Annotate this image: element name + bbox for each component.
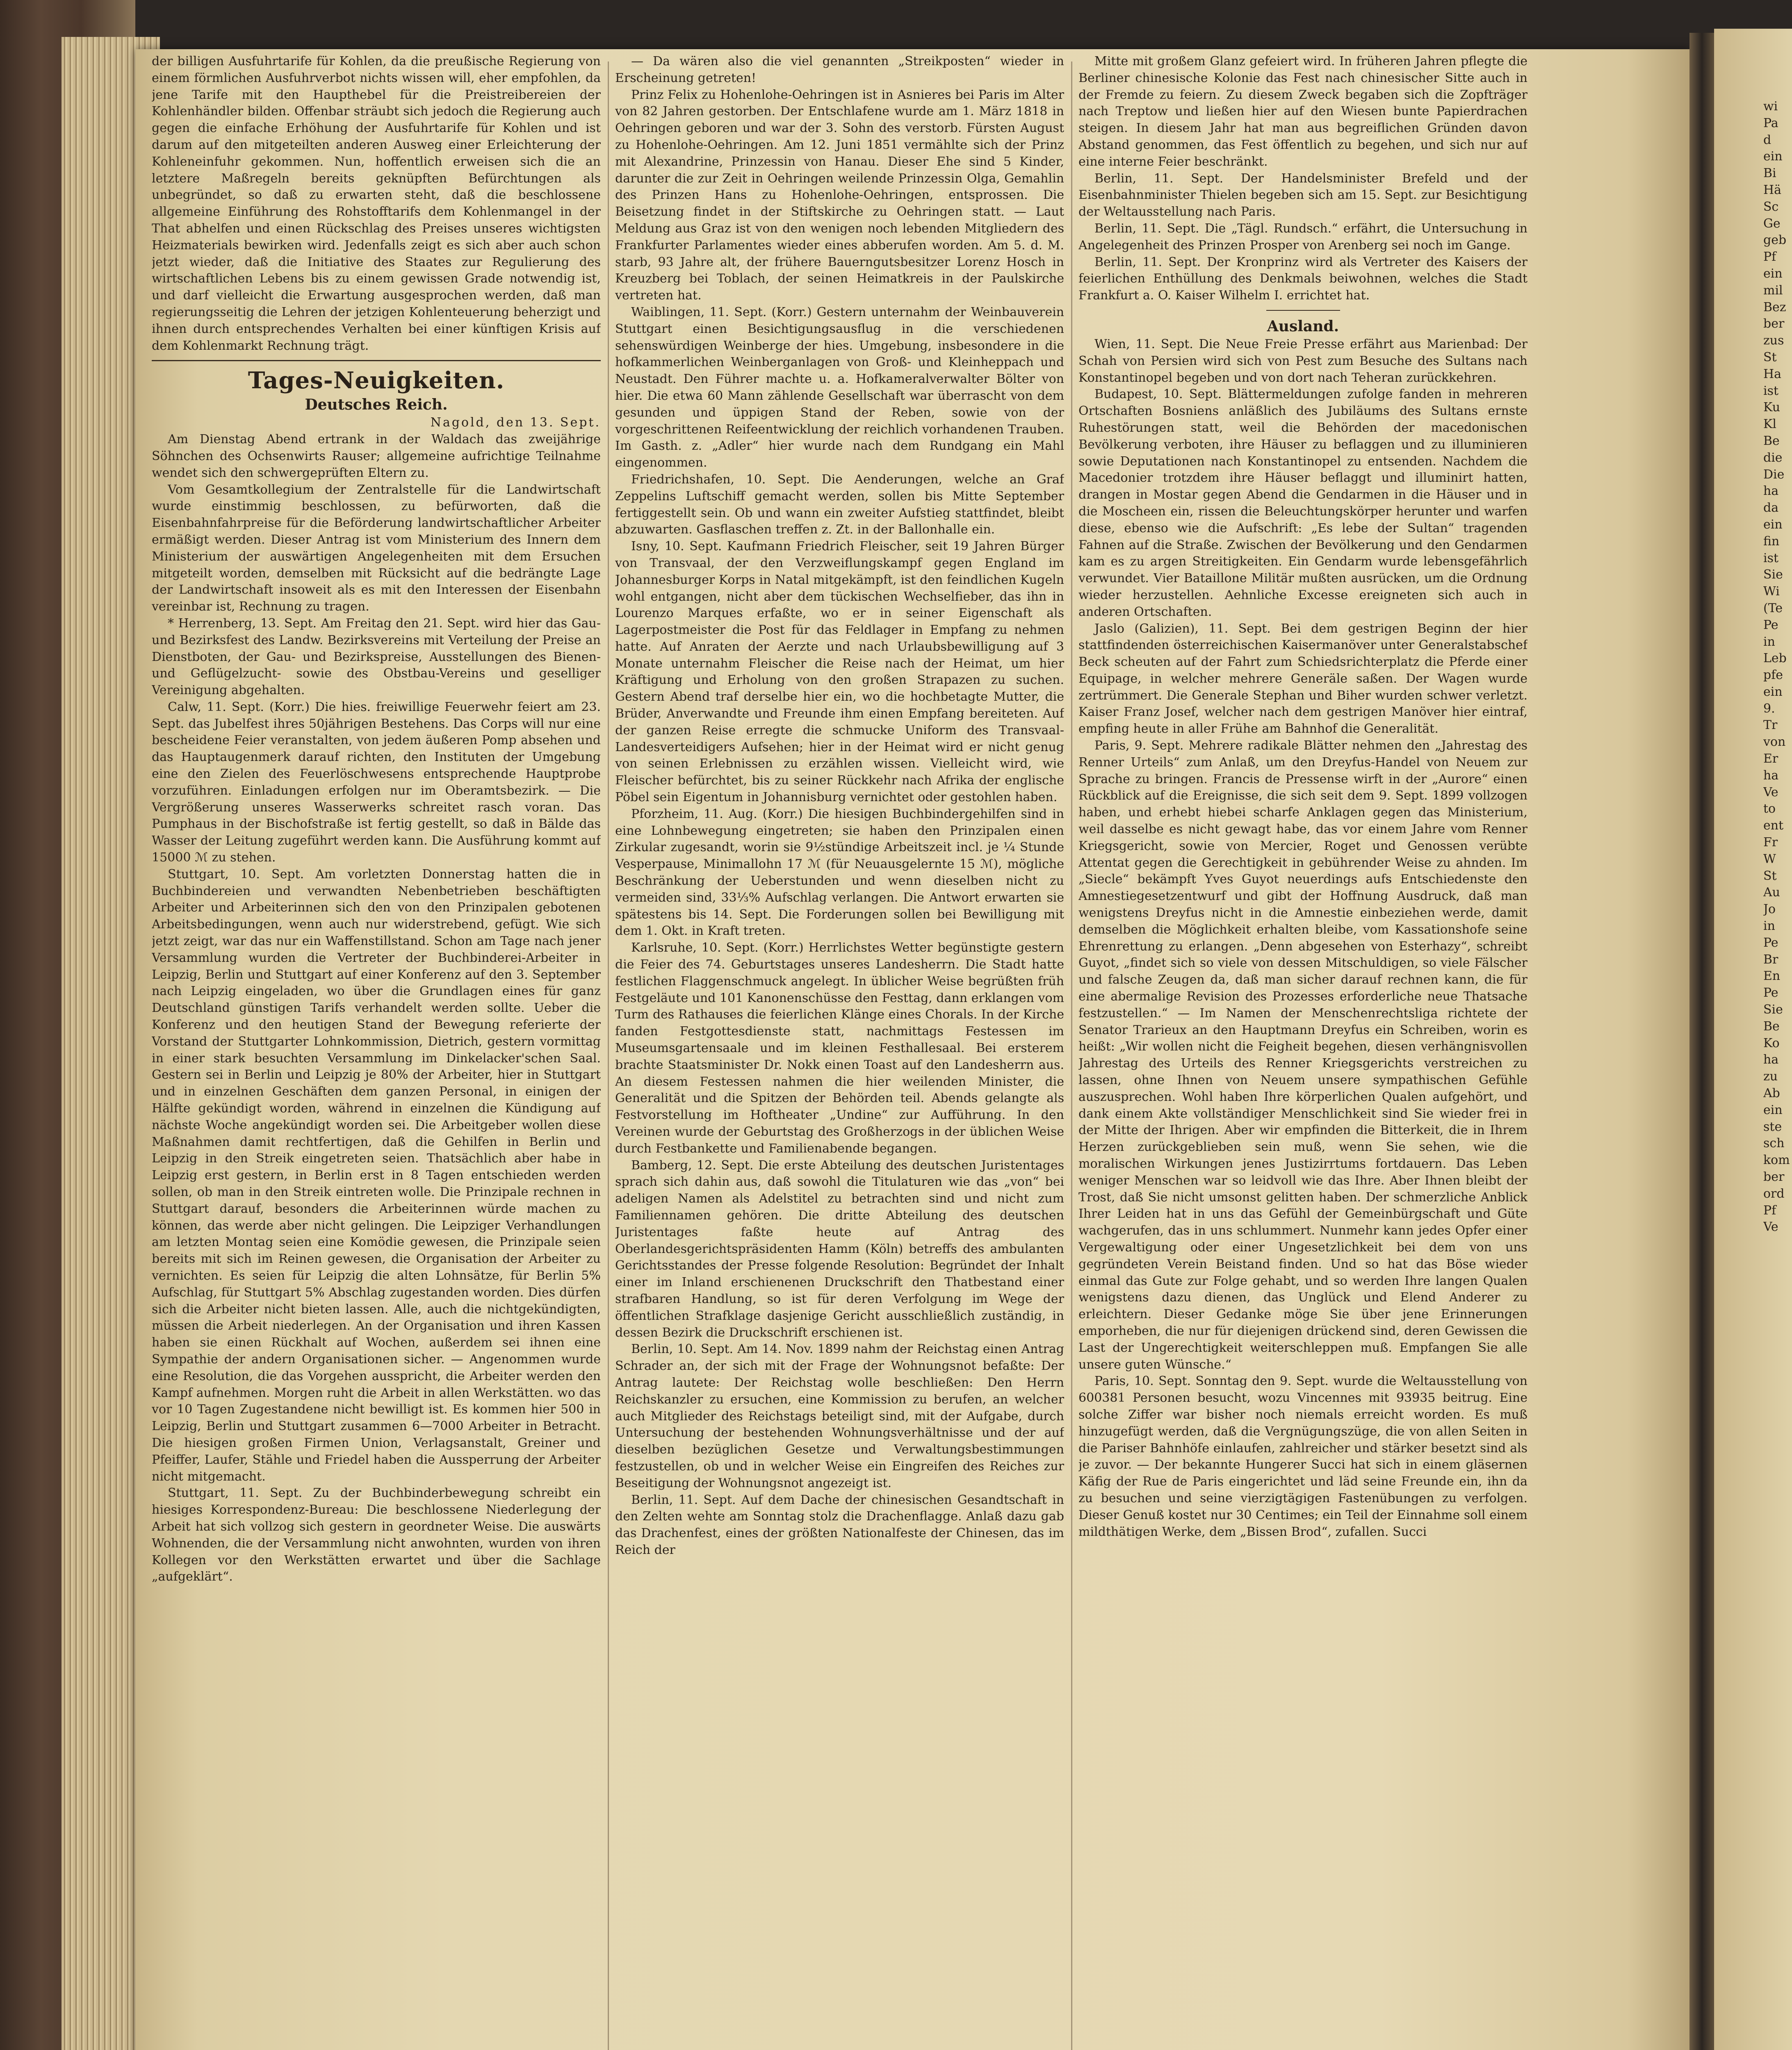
column-1 xyxy=(152,53,601,2050)
article-paragraph: Am Dienstag Abend ertrank in der Waldach das zweijährige Söhnchen des Ochsenwirts Rauser; allgemeine aufrichtige Teilnahme wendet sich den schwergeprüften Eltern zu. xyxy=(152,432,601,480)
next-page-line-fragment: geb xyxy=(1763,233,1787,248)
next-page-line-fragment: Ha xyxy=(1763,367,1782,381)
article-paragraph: Prinz Felix zu Hohenlohe-Oehringen ist in Asnieres bei Paris im Alter von 82 Jahren gestorben. Der Entschlafene wurde am 1. März 1818 in Oehringen geboren und war der 3. Sohn des verstorb. Fürsten August zu Hohenlohe-Oehringen. Am 12. Juni 1851 vermählte sich der Prinz mit Alexandrine, Prinzessin von Hanau. Dieser Ehe sind 5 Kinder, darunter die zur Zeit in Oehringen weilende Prinzessin Olga, Gemahlin des Prinzen Hans zu Hohenlohe-Oehringen, entsprossen. Die Beisetzung findet in der Stiftskirche zu Oehringen statt. — Laut Meldung aus Graz ist von den wenigen noch lebenden Mitgliedern des Frankfurter Parlamentes wieder eines abberufen worden. Am 5. d. M. starb, 93 Jahre alt, der frühere Bauerngutsbesitzer Lorenz Hosch in Kreuzberg bei Toblach, der seinen Heimatkreis in der Paulskirche vertreten hat. xyxy=(615,87,1064,303)
next-page-line-fragment: Pa xyxy=(1763,116,1778,130)
next-page-line-fragment: Pe xyxy=(1763,986,1778,1000)
next-page-line-fragment: ber xyxy=(1763,317,1785,331)
article-paragraph: Budapest, 10. Sept. Blättermeldungen zufolge fanden in mehreren Ortschaften Bosniens anläßlich des Jubiläums des Sultans ernste Ruhestörungen statt, weil die Behörden der macedonischen Bevölkerung verboten, ihre Häuser zu beflaggen und zu illuminieren sowie Deputationen nach Konstantinopel zu entsenden. Nachdem die Macedonier trotzdem ihre Häuser beflaggt und illuminirt hatten, drangen in Mostar gegen Abend die Gendarmen in die Häuser und in die Moscheen ein, rissen die Beleuchtungskörper herunter und warfen diese, ebenso wie die Aufschrift: „Es lebe der Sultan“ tragenden Fahnen auf die Straße. Zwischen der Bevölkerung und den Gendarmen kam es zu argen Streitigkeiten. Ein Gendarm wurde lebensgefährlich verwundet. Vier Bataillone Militär mußten ausrücken, um die Ordnung wieder herzustellen. Aehnliche Excesse ereigneten sich auch in anderen Ortschaften. xyxy=(1078,387,1528,619)
article-list xyxy=(1078,336,1528,1540)
article-paragraph: Mitte mit großem Glanz gefeiert wird. In früheren Jahren pflegte die Berliner chinesische Kolonie das Fest nach chinesischer Sitte auch in der Fremde zu feiern. Zu diesem Zweck begaben sich die Zopfträger nach Treptow und ließen hier auf den Wiesen bunte Papierdrachen steigen. In diesem Jahr hat man aus begreiflichen Gründen davon Abstand genommen, das Fest öffentlich zu begehen, und sich nur auf eine interne Feier beschränkt. xyxy=(1078,54,1528,169)
article-paragraph: Stuttgart, 11. Sept. Zu der Buchbinderbewegung schreibt ein hiesiges Korrespondenz-Bureau: Die beschlossene Niederlegung der Arbeit hat sich vollzog sich gestern in geordneter Weise. Die auswärts Wohnenden, die der Versammlung nicht anwohnten, wurden von ihren Kollegen vor den Werkstätten erwartet und über die Sachlage „aufgeklärt“. xyxy=(152,1486,601,1584)
next-page-line-fragment: ein xyxy=(1763,684,1783,699)
next-page-line-fragment: ist xyxy=(1763,383,1779,398)
column-rule xyxy=(608,61,609,2050)
next-page-line-fragment: die xyxy=(1763,450,1783,465)
next-page-line-fragment: Bi xyxy=(1763,166,1776,181)
next-page-line-fragment: Sie xyxy=(1763,1002,1783,1017)
article-paragraph: Pforzheim, 11. Aug. (Korr.) Die hiesigen Buchbindergehilfen sind in eine Lohnbewegung eingetreten; sie haben den Prinzipalen einen Zirkular zugesandt, worin sie 9½stündige Arbeitszeit incl. je ¼ Stunde Vesperpause, Minimallohn 17 ℳ (für Neuausgelernte 15 ℳ), mögliche Beschränkung der Ueberstunden und wenn dieselben nicht zu vermeiden sind, 33⅓% Aufschlag verlangen. Die Antwort erwarten sie spätestens bis 14. Sept. Die Forderungen sollen bei Bewilligung mit dem 1. Okt. in Kraft treten. xyxy=(615,806,1064,938)
next-page-line-fragment: Be xyxy=(1763,433,1780,448)
article-paragraph: Karlsruhe, 10. Sept. (Korr.) Herrlichstes Wetter begünstigte gestern die Feier des 74. Geburtstages unseres Landesherrn. Die Stadt hatte festlichen Flaggenschmuck angelegt. In üblicher Weise begrüßten früh Festgeläute und 101 Kanonenschüsse den Festtag, dann erklangen vom Turm des Rathauses die feierlichen Klänge eines Chorals. In der Kirche fanden Festgottesdienste statt, nachmittags Festessen im Museumsgartensaale und im kleinen Festhallesaal. Bei ersterem brachte Staatsminister Dr. Nokk einen Toast auf den Landesherrn aus. An diesem Festessen nahmen die hier weilenden Minister, die Generalität und die Spitzen der Behörden teil. Abends gelangte als Festvorstellung im Hoftheater „Undine“ zur Aufführung. In den Vereinen wurde der Geburtstag des Großherzogs in der üblichen Weise durch Festbankette und Familienabende begangen. xyxy=(615,941,1064,1156)
article-paragraph: * Herrenberg, 13. Sept. Am Freitag den 21. Sept. wird hier das Gau- und Bezirksfest des Landw. Bezirksvereins mit Verteilung der Preise an Dienstboten, der Gau- und Bezirkspreise, Ausstellungen des Bienen- und Geflügelzucht- sowie des Obstbau-Vereins und geselliger Vereinigung abgehalten. xyxy=(152,616,601,698)
section-divider xyxy=(152,360,601,361)
article-paragraph: Berlin, 11. Sept. Der Kronprinz wird als Vertreter des Kaisers der feierlichen Enthüllung des Denkmals beiwohnen, welches die Stadt Frankfurt a. O. Kaiser Wilhelm I. errichtet hat. xyxy=(1078,255,1528,303)
column-3 xyxy=(1078,53,1528,2050)
next-page-line-fragment: Jo xyxy=(1763,902,1776,917)
next-page-line-fragment: Er xyxy=(1763,752,1778,766)
next-page-line-fragment: ein xyxy=(1763,266,1783,281)
next-page-line-fragment: Fr xyxy=(1763,835,1778,850)
next-page-line-fragment: kom xyxy=(1763,1153,1790,1168)
article-list xyxy=(615,53,1064,1559)
next-page-line-fragment: ha xyxy=(1763,768,1779,783)
next-page-line-fragment: da xyxy=(1763,501,1779,515)
next-page-line-fragment: Be xyxy=(1763,1019,1780,1034)
article-paragraph: Berlin, 10. Sept. Am 14. Nov. 1899 nahm der Reichstag einen Antrag Schrader an, der sich mit der Frage der Wohnungsnot befaßte: Der Antrag lautete: Der Reichstag wolle beschließen: Den Herrn Reichskanzler zu ersuchen, eine Kommission zu berufen, an welcher auch Mitglieder des Reichstags beteiligt sind, mit der Aufgabe, durch Untersuchung der bestehenden Wohnungsverhältnisse und der auf dieselben bezüglichen Gesetze und Verwaltungsbestimmungen festzustellen, ob und in welcher Weise ein Eingreifen des Reiches zur Beseitigung der Wohnungsnot angezeigt ist. xyxy=(615,1342,1064,1490)
article-paragraph: Bamberg, 12. Sept. Die erste Abteilung des deutschen Juristentages sprach sich dahin aus, daß sowohl die Titulaturen wie das „von“ bei adeligen Namen als Adelstitel zu betrachten sind und nicht zum Familiennamen gehören. Die dritte Abteilung des deutschen Juristentages faßte heute auf Antrag des Oberlandesgerichtspräsidenten Hamm (Köln) betreffs des ambulanten Gerichtsstandes der Presse folgende Resolution: Begründet der Inhalt einer im Inland erschienenen Druckschrift den Thatbestand einer strafbaren Handlung, so ist für deren Verfolgung im Wege der öffentlichen Strafklage dasjenige Gericht ausschließlich zuständig, in dessen Bezirk die Druckschrift erschienen ist. xyxy=(615,1158,1064,1340)
next-page-line-fragment: St xyxy=(1763,350,1777,364)
next-page-line-fragment: (Te xyxy=(1763,601,1783,615)
next-page-line-fragment: wi xyxy=(1763,99,1778,114)
article-paragraph: Paris, 10. Sept. Sonntag den 9. Sept. wurde die Weltausstellung von 600381 Personen besucht, wozu Vincennes mit 93935 beitrug. Eine solche Ziffer war bisher noch niemals erreicht worden. Es muß hinzugefügt werden, daß die Vergnügungszüge, die von allen Seiten in die Pariser Bahnhöfe einlaufen, zahlreicher und stärker besetzt sind als je zuvor. — Der bekannte Hungerer Succi hat sich in einem gläsernen Käfig der Rue de Paris eingerichtet und läd seine Freunde ein, ihn da zu besuchen und seine vierzigtägigen Fastenübungen zu verfolgen. Dieser Genuß kostet nur 30 Centimes; ein Teil der Einnahme soll einem mildthätigen Werke, dem „Bissen Brod“, zufallen. Succi xyxy=(1078,1374,1528,1539)
next-page-line-fragment: ist xyxy=(1763,551,1779,565)
next-page-line-fragment: ord xyxy=(1763,1186,1785,1201)
next-page-line-fragment: ste xyxy=(1763,1119,1782,1134)
next-page-line-fragment: Tr xyxy=(1763,718,1778,733)
next-page-line-fragment: Bez xyxy=(1763,300,1786,314)
next-page-line-fragment: sch xyxy=(1763,1136,1785,1151)
next-page-line-fragment: in xyxy=(1763,919,1775,934)
section-divider xyxy=(1266,310,1340,311)
section-heading: Tages-Neuigkeiten. xyxy=(248,367,505,394)
next-page-line-fragment: Ve xyxy=(1763,1220,1778,1235)
column-rule xyxy=(1071,61,1072,2050)
next-page-line-fragment: fin xyxy=(1763,534,1780,549)
next-page-column-fragments xyxy=(1763,98,1792,2050)
next-page-line-fragment: pfe xyxy=(1763,668,1783,683)
next-page-line-fragment: ein xyxy=(1763,517,1783,532)
next-page-line-fragment: to xyxy=(1763,802,1776,816)
article-paragraph: — Da wären also die viel genannten „Streikposten“ wieder in Erscheinung getreten! xyxy=(615,54,1064,85)
next-page-line-fragment: Hä xyxy=(1763,182,1782,197)
next-page-line-fragment: Au xyxy=(1763,885,1780,900)
article-paragraph: Waiblingen, 11. Sept. (Korr.) Gestern unternahm der Weinbauverein Stuttgart einen Besichtigungsausflug in die verschiedenen sehenswürdigen Weinberge der hies. Umgebung, insbesondere in die hofkammerlichen Weinberganlagen von Groß- und Kleinheppach und Neustadt. Den Führer machte u. a. Hofkameralverwalter Bölter von hier. Die etwa 60 Mann zählende Gesellschaft war überrascht von dem gesunden und üppigen Stand der Reben, sowie von der vorgeschrittenen Reifeentwicklung der reichlich vorhandenen Trauben. Im Gasth. z. „Adler“ hier wurde nach dem Rundgang ein Mahl eingenommen. xyxy=(615,305,1064,470)
next-page-line-fragment: ha xyxy=(1763,1052,1779,1067)
article-paragraph: Friedrichshafen, 10. Sept. Die Aenderungen, welche an Graf Zeppelins Luftschiff gemacht werden, sollen bis Mitte September fertiggestellt sein. Ob und wann ein zweiter Aufstieg stattfindet, bleibt abzuwarten. Gasflaschen treffen z. Zt. in der Ballonhalle ein. xyxy=(615,472,1064,537)
article-paragraph: Vom Gesamtkollegium der Zentralstelle für die Landwirtschaft wurde einstimmig beschlossen, zu befürworten, daß die Eisenbahnfahrpreise für die Beförderung landwirtschaftlicher Arbeiter ermäßigt werden. Dieser Antrag ist vom Ministerium des Innern dem Ministerium der auswärtigen Angelegenheiten mit dem Ersuchen mitgeteilt worden, demselben mit Rücksicht auf die bedrängte Lage der Landwirtschaft insoweit als es mit den Interessen der Eisenbahn vereinbar ist, Rechnung zu tragen. xyxy=(152,482,601,614)
article-paragraph: Calw, 11. Sept. (Korr.) Die hies. freiwillige Feuerwehr feiert am 23. Sept. das Jubelfest ihres 50jährigen Bestehens. Das Corps will nur eine bescheidene Feier veranstalten, von jedem äußeren Pomp absehen und das Hauptaugenmerk darauf richten, den Instituten der Umgebung eine den Zielen des Feuerlöschwesens entsprechende Hauptprobe vorzuführen. Einladungen erfolgen nur im Oberamtsbezirk. — Die Vergrößerung unseres Wasserwerks schreitet rasch voran. Das Pumphaus in der Bischofstraße ist fertig gestellt, so daß in Bälde das Wasser der Leitung zugeführt werden kann. Die Ausführung kommt auf 15000 ℳ zu stehen. xyxy=(152,699,601,865)
next-page-line-fragment: Pe xyxy=(1763,617,1778,632)
next-page-line-fragment: Sie xyxy=(1763,567,1783,582)
next-page-line-fragment: ent xyxy=(1763,818,1784,833)
dateline: Nagold, den 13. Sept. xyxy=(430,415,601,430)
next-page-line-fragment: Ku xyxy=(1763,400,1781,415)
next-page-line-fragment: Wi xyxy=(1763,584,1780,599)
article-paragraph: Paris, 9. Sept. Mehrere radikale Blätter nehmen den „Jahrestag des Renner Urteils“ zum Anlaß, um den Dreyfus-Handel von Neuem zur Sprache zu bringen. Francis de Pressense wirft in der „Aurore“ einen Rückblick auf die Ereignisse, die sich seit dem 9. Sept. 1899 vollzogen haben, und erhebt hiebei scharfe Anklagen gegen das Ministerium, weil dasselbe es nicht gewagt habe, das vor einem Jahre vom Renner Kriegsgericht, sowie von Mercier, Roget und Genossen verübte Attentat gegen die Gerechtigkeit in gebührender Weise zu ahnden. Im „Siecle“ bekämpft Yves Guyot neuerdings aufs Entschiedenste den Amnestiegesetzentwurf und gibt der Hoffnung Ausdruck, daß man wenigstens Dreyfus nicht in die Amnestie einbeziehen werde, damit demselben die Möglichkeit erhalten bleibe, vom Kassationshofe seine Ehrenrettung zu erlangen. „Denn abgesehen von Esterhazy“, schreibt Guyot, „findet sich so viele von dessen Mitschuldigen, so viele Fälscher und falsche Zeugen da, daß man sicher darauf rechnen kann, die für eine abermalige Revision des Prozesses erforderliche neue Thatsache festzustellen.“ — Im Namen der Menschenrechtsliga richtete der Senator Trarieux an den Hauptmann Dreyfus ein Schreiben, worin es heißt: „Wir wollen nicht die Feigheit begehen, diesen verhängnisvollen Jahrestag des Urteils des Renner Kriegsgerichts verstreichen zu lassen, ohne Ihnen von Neuem unsere sympathischen Gefühle auszusprechen. Wohl haben Ihre körperlichen Qualen aufgehört, und dank einem Akte vollständiger Menschlichkeit sind Sie wieder frei in der Mitte der Ihrigen. Aber wir empfinden die Bitterkeit, die in Ihrem Herzen zurückgeblieben sein muß, wenn Sie sehen, wie die moralischen Wirkungen jenes Justizirrtums fortdauern. Das Leben weniger Menschen war so leidvoll wie das Ihre. Aber Ihnen bleibt der Trost, daß Sie nicht umsonst gelitten haben. Der schmerzliche Anblick Ihrer Leiden hat in uns das Gefühl der Gemeinbürgschaft und Güte wachgerufen, das in uns schlummert. Nunmehr kann jedes Opfer einer Vergewaltigung oder einer Ungesetzlichkeit bei dem von uns gegründeten Verein Beistand finden. Und so hat das Böse wieder einmal das Gute zur Folge gehabt, und so werden Ihre langen Qualen wenigstens dazu dienen, das Unglück und Elend Anderer zu erleichtern. Dieser Gedanke möge Sie über jene Erinnerungen emporheben, die nur für diejenigen drückend sind, deren Gewissen die Last der Ungerechtigkeit weiterschleppen muß. Empfangen Sie alle unsere guten Wünsche.“ xyxy=(1078,738,1528,1372)
article-paragraph: Berlin, 11. Sept. Auf dem Dache der chinesischen Gesandtschaft in den Zelten wehte am Sonntag stolz die Drachenflagge. Anlaß dazu gab das Drachenfest, eines der größten Nationalfeste der Chinesen, das im Reich der xyxy=(615,1492,1064,1557)
next-page-line-fragment: ha xyxy=(1763,484,1779,499)
next-page-line-fragment: Kl xyxy=(1763,417,1777,432)
section-subheading: Deutsches Reich. xyxy=(305,396,448,414)
next-page-line-fragment: Pe xyxy=(1763,935,1778,950)
next-page-line-fragment: Ab xyxy=(1763,1086,1780,1101)
next-page-line-fragment: in xyxy=(1763,634,1775,649)
next-page-line-fragment: Pf xyxy=(1763,1203,1776,1218)
article-paragraph: Isny, 10. Sept. Kaufmann Friedrich Fleischer, seit 19 Jahren Bürger von Transvaal, der den Verzweiflungskampf gegen England im Johannesburger Korps in Natal mitgekämpft, ist den feindlichen Kugeln wohl entgangen, nicht aber dem tückischen Wechselfieber, das ihn in Lourenzo Marques erfaßte, wo er in seiner Eigenschaft als Lagerpostmeister die Post für das Feldlager in Empfang zu nehmen hatte. Auf Anraten der Aerzte und nach Urlaubsbewilligung auf 3 Monate unternahm Fleischer die Reise nach der Heimat, um hier Kräftigung und Erholung von den großen Strapazen zu suchen. Gestern Abend traf derselbe hier ein, wo die hochbetagte Mutter, die Brüder, Anverwandte und Freunde ihm einen Empfang bereiteten. Auf der ganzen Reise erregte die schmucke Uniform des Transvaal-Landesverteidigers Aufsehen; hier in der Heimat wird er nicht genug von seinen Erlebnissen zu erzählen wissen. Vielleicht wird, wie Fleischer befürchtet, bis zu seiner Rückkehr nach Afrika der englische Pöbel sein Eigentum in Johannisburg vernichtet oder gestohlen haben. xyxy=(615,539,1064,805)
intro-paragraph: der billigen Ausfuhrtarife für Kohlen, da die preußische Regierung von einem förmlichen Ausfuhrverbot nichts wissen will, eher empfohlen, da jene Tarife mit den Haupthebel für die Preistreibereien der Kohlenhändler bilden. Offenbar sträubt sich jedoch die Regierung auch gegen die einfache Erhöhung der Ausfuhrtarife für Kohlen und ist darum auf den mitgeteilten anderen Ausweg einer Erleichterung der Kohleneinfuhr gekommen. Nun, hoffentlich erweisen sich die an letztere Maßregeln bereits geknüpften Befürchtungen als unbegründet, so daß zu erwarten steht, daß die beschlossene allgemeine Einführung des Rohstofftarifs dem Kohlenmangel in der That abhelfen und einen Rückschlag des Preises unseres wichtigsten Heizmaterials bewirken wird. Jedenfalls zeigt es sich aber auch schon jetzt wieder, daß die Initiative des Staates zur Regulierung des wirtschaftlichen Lebens bis zu einem gewissen Grade notwendig ist, und darf vielleicht die Erwartung ausgesprochen werden, daß man regierungsseitig die Lehren der jetzigen Kohlenteuerung beherzigt und ihnen durch entsprechendes Verhalten bei einer künftigen Krisis auf dem Kohlenmarkt Rechnung trägt. xyxy=(152,54,601,353)
next-page-line-fragment: Pf xyxy=(1763,250,1776,264)
book-gutter xyxy=(1689,33,1714,2050)
next-page-line-fragment: d xyxy=(1763,132,1771,147)
next-page-line-fragment: Ge xyxy=(1763,216,1781,231)
article-list xyxy=(1078,53,1528,304)
next-page-line-fragment: Die xyxy=(1763,467,1785,482)
next-page-line-fragment: ber xyxy=(1763,1170,1785,1184)
next-page-line-fragment: En xyxy=(1763,969,1781,984)
article-paragraph: Berlin, 11. Sept. Der Handelsminister Brefeld und der Eisenbahnminister Thielen begeben sich am 15. Sept. zur Besichtigung der Weltausstellung nach Paris. xyxy=(1078,171,1528,219)
next-page-line-fragment: Leb xyxy=(1763,651,1787,666)
article-paragraph: Stuttgart, 10. Sept. Am vorletzten Donnerstag hatten die in Buchbindereien und verwandten Nebenbetrieben beschäftigten Arbeiter und Arbeiterinnen sich den von den Prinzipalen gebotenen Arbeitsbedingungen, wenn auch nur widerstrebend, gefügt. Wie sich jetzt zeigt, war das nur ein Waffenstillstand. Schon am Tage nach jener Versammlung wurden die Vertreter der Buchbinderei-Arbeiter in Leipzig, Berlin und Stuttgart auf einer Konferenz auf den 3. September nach Leipzig eingeladen, wo über die Grundlagen eines für ganz Deutschland günstigen Tarifs verhandelt werden sollte. Ueber die Konferenz und den heutigen Stand der Bewegung referierte der Vorstand der Stuttgarter Lohnkommission, Dietrich, gestern vormittag in einer stark besuchten Versammlung im Dinkelacker'schen Saal. Gestern sei in Berlin und Leipzig je 80% der Arbeiter, hier in Stuttgart und in einzelnen Geschäften dem ganzen Personal, in einigen der Hälfte gekündigt worden, während in einzelnen die Kündigung auf nächste Woche angekündigt worden sei. Die Arbeitgeber wollen diese Maßnahmen damit rechtfertigen, daß die Gehilfen in Berlin und Leipzig in den Streik eingetreten seien. Thatsächlich aber habe in Leipzig erst gestern, in Berlin erst in 8 Tagen entschieden werden sollen, ob man in den Streik eintreten wolle. Die Prinzipale rechnen in Stuttgart darauf, besonders die Arbeiterinnen würde machen zu können, das werde aber nicht gelingen. Die Leipziger Verhandlungen am letzten Montag seien eine Komödie gewesen, die Prinzipale seien bereits mit sich im Reinen gewesen, die Organisation der Arbeiter zu vernichten. Es seien für Leipzig die alten Lohnsätze, für Berlin 5% Aufschlag, für Stuttgart 5% Abschlag zugestanden worden. Dies dürfen sich die Arbeiter nicht bieten lassen. Alle, auch die nichtgekündigten, müssen die Arbeit niederlegen. An der Organisation und ihren Kassen haben sie einen Rückhalt auf Wochen, außerdem sei ihnen eine Sympathie der andern Organisationen sicher. — Angenommen wurde eine Resolution, die das Vorgehen ausspricht, die Arbeiter werden den Kampf aufnehmen. Morgen ruht die Arbeit in allen Werkstätten. wo das vor 10 Tagen Zugestandene nicht bewilligt ist. Es kommen hier 500 in Leipzig, Berlin und Stuttgart zusammen 6—7000 Arbeiter in Betracht. Die hiesigen großen Firmen Union, Verlagsanstalt, Greiner und Pfeiffer, Laufer, Stähle und Friedel haben die Aussperrung der Arbeiter nicht mitgemacht. xyxy=(152,867,601,1484)
next-page-line-fragment: 9. xyxy=(1763,701,1775,716)
column-2 xyxy=(615,53,1064,2050)
next-page-line-fragment: Sc xyxy=(1763,199,1779,214)
article-paragraph: Berlin, 11. Sept. Die „Tägl. Rundsch.“ erfährt, die Untersuchung in Angelegenheit des Prinzen Prosper von Arenberg sei noch im Gange. xyxy=(1078,221,1528,253)
next-page-line-fragment: von xyxy=(1763,735,1786,749)
next-page-line-fragment: W xyxy=(1763,852,1776,866)
article-paragraph: Jaslo (Galizien), 11. Sept. Bei dem gestrigen Beginn der hier stattfindenden österreichischen Kaisermanöver unter Generalstabschef Beck scheuten auf der Fahrt zum Schiedsrichterplatz die Pferde einer Equipage, in welcher mehrere Generäle saßen. Der Wagen wurde zertrümmert. Die Generale Stephan und Biher wurden schwer verletzt. Kaiser Franz Josef, welcher nach dem gestrigen Manöver hier eintraf, empfing heute in aller Frühe am Bahnhof die Generalität. xyxy=(1078,621,1528,736)
next-page-line-fragment: Br xyxy=(1763,952,1778,967)
next-page-line-fragment: zus xyxy=(1763,333,1784,348)
article-list xyxy=(152,431,601,1585)
article-paragraph: Wien, 11. Sept. Die Neue Freie Presse erfährt aus Marienbad: Der Schah von Persien wird sich von Pest zum Besuche des Sultans nach Konstantinopel begeben und von dort nach Teheran zurückkehren. xyxy=(1078,337,1528,385)
next-page-line-fragment: zu xyxy=(1763,1069,1778,1084)
next-page-line-fragment: ein xyxy=(1763,149,1783,164)
next-page-line-fragment: St xyxy=(1763,868,1777,883)
next-page-line-fragment: Ve xyxy=(1763,785,1778,800)
next-page-line-fragment: ein xyxy=(1763,1102,1783,1117)
section-heading-ausland: Ausland. xyxy=(1267,317,1339,335)
next-page-line-fragment: Ko xyxy=(1763,1036,1780,1050)
next-page-line-fragment: mil xyxy=(1763,283,1783,298)
